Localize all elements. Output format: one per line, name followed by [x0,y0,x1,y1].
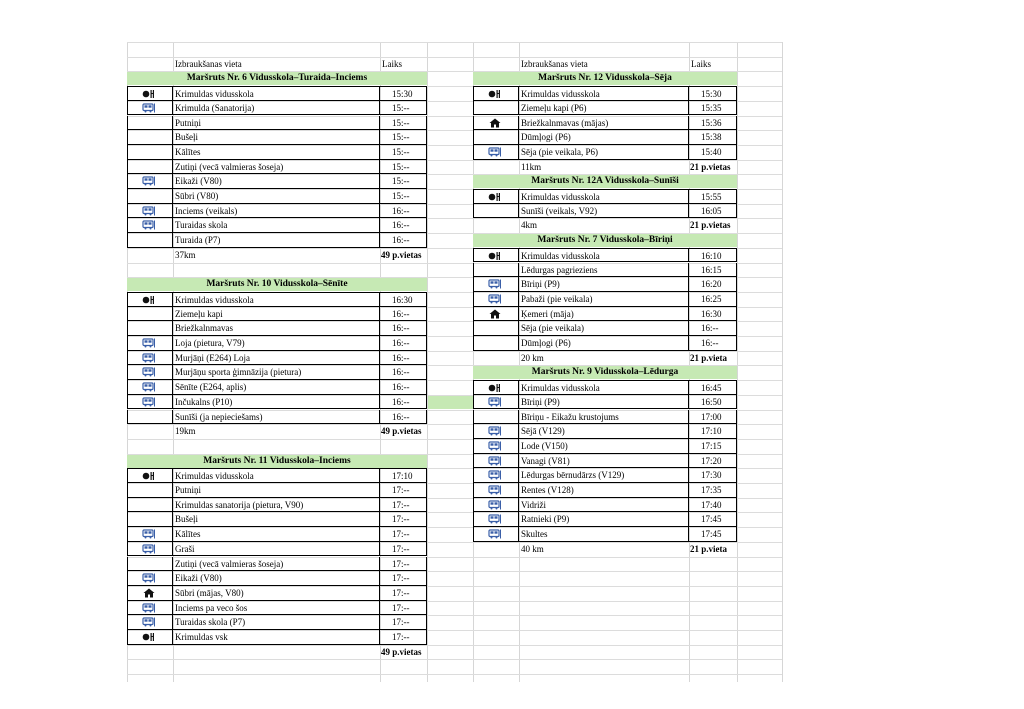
stop-place: Kālītes [173,145,380,160]
stop-icon-cell [473,307,519,322]
stop-place: Bušeļi [173,512,380,527]
stop-place: Krimulda (Sanatorija) [173,101,380,116]
stop-time: 17:10 [689,424,737,439]
stop-time: 15:35 [689,101,737,116]
stop-place: Inciems pa veco šos [173,601,380,616]
stop-time: 15:36 [689,116,737,131]
stop-icon-cell [127,174,173,189]
stop-row [0,557,1024,572]
stop-place: Zutiņi (vecā valmieras šoseja) [173,160,380,175]
stop-time: 17:-- [380,586,427,601]
stop-place: Krimuldas sanatorija (pietura, V90) [173,498,380,513]
bus-stop-icon [488,514,502,524]
bus-stop-icon [488,397,502,407]
stop-row [0,307,1024,322]
stop-icon-cell [127,557,173,572]
route-distance: 19km [175,426,196,437]
stop-icon-cell [473,410,519,425]
route-distance: 37km [175,249,196,260]
stop-time: 16:-- [689,336,737,351]
route-title: Maršruts Nr. 12 Vidusskola–Sēja [473,72,737,85]
stop-time: 16:20 [689,277,737,292]
stop-time: 17:-- [380,527,427,542]
stop-place: Graši [173,542,380,557]
route-seats: 49 p.vietas [381,249,422,260]
school-icon [488,192,502,202]
stop-place: Ratnieki (P9) [519,512,689,527]
column-header-row [0,57,1024,72]
stop-place: Zutiņi (vecā valmieras šoseja) [173,557,380,572]
stop-place: Vanagi (V81) [519,454,689,469]
stop-place: Murjāņi (E264) Loja [173,351,380,366]
stop-time: 15:-- [380,189,427,204]
stop-place: Dūmļogi (P6) [519,130,689,145]
stop-icon-cell [473,483,519,498]
stop-icon-cell [473,101,519,116]
stop-row [0,615,1024,630]
stop-place: Bīriņi (P9) [519,277,689,292]
stop-place: Krimuldas vidusskola [519,86,689,101]
stop-icon-cell [473,439,519,454]
stop-row [0,292,1024,307]
stop-row [0,101,1024,116]
stop-time: 15:30 [689,86,737,101]
stop-place: Vidriži [519,498,689,513]
stop-place: Dūmļogi (P6) [519,336,689,351]
stop-time: 16:-- [380,233,427,248]
stop-time: 16:-- [380,307,427,322]
stop-place: Krimuldas vidusskola [173,468,380,483]
house-icon [142,588,156,598]
stop-icon-cell [127,615,173,630]
stop-time: 15:40 [689,145,737,160]
stop-place: Eikaži (V80) [173,571,380,586]
route-distance: 40 km [521,543,544,554]
stop-row [0,468,1024,483]
stop-icon-cell [127,601,173,616]
stop-icon-cell [127,571,173,586]
bus-stop-icon [488,279,502,289]
stop-icon-cell [473,454,519,469]
stop-place: Turaidas skola (P7) [173,615,380,630]
stop-row [0,380,1024,395]
stop-place: Sējā (V129) [519,424,689,439]
route-summary-row [0,218,1024,233]
stop-place: Lēdurgas pagrieziens [519,263,689,278]
route-summary-row [0,351,1024,366]
stop-place: Sūbri (mājas, V80) [173,586,380,601]
route-title: Maršruts Nr. 7 Vidusskola–Bīriņi [473,234,737,247]
route-summary-row [0,645,1024,660]
stop-place: Bušeļi [173,130,380,145]
stop-place: Krimuldas vidusskola [519,380,689,395]
route-title: Maršruts Nr. 6 Vidusskola–Turaida–Inciems [127,72,427,85]
stop-place: Skultes [519,527,689,542]
stop-place: Bīriņi (P9) [519,395,689,410]
stop-icon-cell [473,292,519,307]
stop-row [0,145,1024,160]
stop-place: Murjāņu sporta ģimnāzija (pietura) [173,365,380,380]
stop-place: Ziemeļu kapi (P6) [519,101,689,116]
stop-icon-cell [473,321,519,336]
stop-row [0,86,1024,101]
stop-time: 17:-- [380,512,427,527]
stop-time: 16:-- [380,336,427,351]
stop-time: 17:-- [380,615,427,630]
stop-place: Eikaži (V80) [173,174,380,189]
stop-place: Bīriņu - Eikažu krustojums [519,410,689,425]
stop-place: Kālītes [173,527,380,542]
stop-place: Rentes (V128) [519,483,689,498]
stop-time: 15:-- [380,130,427,145]
stop-row [0,248,1024,263]
stop-place: Krimuldas vidusskola [519,189,689,204]
stop-row [0,130,1024,145]
route-seats: 21 p.vietas [690,161,731,172]
stop-icon-cell [473,263,519,278]
header-time-label: Laiks [382,58,402,69]
stop-row [0,439,1024,454]
stop-row [0,454,1024,469]
stop-row [0,321,1024,336]
bus-stop-icon [488,470,502,480]
stop-place: Krimuldas vidusskola [173,86,380,101]
stop-time: 17:30 [689,468,737,483]
stop-icon-cell [473,116,519,131]
stop-time: 17:45 [689,512,737,527]
route-distance: 20 km [521,352,544,363]
stop-time: 16:-- [380,410,427,425]
stop-place: Sunīši (veikals, V92) [519,204,689,219]
route-seats: 21 p.vietas [690,220,731,231]
stop-time: 17:-- [380,557,427,572]
stop-icon-cell [473,145,519,160]
bus-stop-icon [142,367,156,377]
bus-stop-icon [142,573,156,583]
route-distance: 11km [521,161,542,172]
header-place-label: Izbraukšanas vieta [521,58,588,69]
stop-place: Sēja (pie veikala, P6) [519,145,689,160]
stop-row [0,395,1024,410]
bus-stop-icon [142,617,156,627]
route-title: Maršruts Nr. 9 Vidusskola–Lēdurga [473,366,737,379]
stop-time: 16:-- [380,204,427,219]
stop-icon-cell [473,498,519,513]
stop-time: 16:-- [380,380,427,395]
stop-place: Loja (pietura, V79) [173,336,380,351]
stop-icon-cell [473,130,519,145]
stop-place: Turaidas skola [173,218,380,233]
stop-row [0,527,1024,542]
stop-time: 15:-- [380,101,427,116]
stop-time: 17:-- [380,498,427,513]
stop-icon-cell [473,380,519,395]
stop-icon-cell [473,189,519,204]
stop-place: Inciems (veikals) [173,204,380,219]
bus-stop-icon [488,500,502,510]
stop-icon-cell [473,336,519,351]
grid-row-line [127,674,782,675]
route-seats: 21 p.vieta [690,352,727,363]
stop-time: 15:-- [380,160,427,175]
bus-stop-icon [488,485,502,495]
stop-icon-cell [127,586,173,601]
route-summary-row [0,160,1024,175]
stop-place: Krimuldas vsk [173,630,380,645]
stop-time: 17:20 [689,454,737,469]
stop-time: 16:05 [689,204,737,219]
stop-row [0,601,1024,616]
stop-place: Sunīši (ja nepieciešams) [173,410,380,425]
stop-icon-cell [127,365,173,380]
stop-place: Sūbri (V80) [173,189,380,204]
stop-time: 16:10 [689,248,737,263]
stop-icon-cell [473,395,519,410]
route-title: Maršruts Nr. 10 Vidusskola–Sēnīte [127,278,427,291]
stop-time: 17:00 [689,410,737,425]
stop-row [0,263,1024,278]
header-place-label: Izbraukšanas vieta [175,58,242,69]
stop-row [0,189,1024,204]
stop-time: 16:-- [380,351,427,366]
route-seats: 49 p.vietas [381,646,422,657]
stop-time: 16:-- [380,395,427,410]
stop-time: 17:-- [380,571,427,586]
stop-row [0,512,1024,527]
house-icon [488,309,502,319]
stop-icon-cell [473,468,519,483]
school-icon [488,383,502,393]
stop-time: 17:-- [380,630,427,645]
stop-row [0,410,1024,425]
bus-stop-icon [142,603,156,613]
stop-time: 16:30 [689,307,737,322]
stop-time: 15:-- [380,174,427,189]
stop-place: Turaida (P7) [173,233,380,248]
stop-icon-cell [473,512,519,527]
school-icon [142,632,156,642]
bus-stop-icon [488,147,502,157]
school-icon [488,89,502,99]
stop-place: Lode (V150) [519,439,689,454]
stop-time: 16:15 [689,263,737,278]
stop-time: 17:35 [689,483,737,498]
house-icon [488,118,502,128]
stop-row [0,498,1024,513]
stop-time: 15:55 [689,189,737,204]
bus-stop-icon [488,529,502,539]
stop-icon-cell [473,424,519,439]
stop-icon-cell [473,248,519,263]
stop-time: 17:40 [689,498,737,513]
stop-time: 15:30 [380,86,427,101]
stop-icon-cell [127,630,173,645]
stop-place: Ķemeri (māja) [519,307,689,322]
stop-row [0,277,1024,292]
stop-place: Sēja (pie veikala) [519,321,689,336]
stop-time: 16:-- [689,321,737,336]
bus-stop-icon [488,456,502,466]
stop-row [0,336,1024,351]
stop-icon-cell [127,233,173,248]
stop-time: 17:15 [689,439,737,454]
stop-row [0,204,1024,219]
bus-stop-icon [488,426,502,436]
stop-place: Pabaži (pie veikala) [519,292,689,307]
stop-place: Putniņi [173,116,380,131]
grid-row-line [127,42,782,43]
route-distance [175,645,295,660]
stop-time: 16:30 [380,292,427,307]
stop-row [0,586,1024,601]
stop-place: Sēnīte (E264, aplis) [173,380,380,395]
route-summary-row [0,542,1024,557]
stop-time: 16:25 [689,292,737,307]
stop-time: 17:10 [380,468,427,483]
route-seats: 49 p.vietas [381,426,422,437]
stop-icon-cell [473,527,519,542]
bus-stop-icon [142,176,156,186]
school-icon [488,251,502,261]
stop-place: Putniņi [173,483,380,498]
stop-place: Ziemeļu kapi [173,307,380,322]
stop-row [0,630,1024,645]
stop-time: 17:-- [380,542,427,557]
stop-time: 16:-- [380,218,427,233]
stop-time: 16:45 [689,380,737,395]
stop-time: 17:-- [380,483,427,498]
stop-time: 17:45 [689,527,737,542]
route-title: Maršruts Nr. 12A Vidusskola–Sunīši [473,175,737,188]
stop-row [0,483,1024,498]
stop-row [0,424,1024,439]
stop-time: 15:-- [380,116,427,131]
stop-time: 16:-- [380,321,427,336]
stop-time: 15:-- [380,145,427,160]
stop-place: Inčukalns (P10) [173,395,380,410]
stop-icon-cell [473,86,519,101]
bus-stop-icon [488,294,502,304]
stop-icon-cell [473,204,519,219]
stop-time: 17:-- [380,601,427,616]
stop-time: 15:38 [689,130,737,145]
highlighted-cell [428,396,473,410]
stop-icon-cell [473,277,519,292]
bus-stop-icon [488,441,502,451]
route-seats: 21 p.vieta [690,543,727,554]
stop-row [0,571,1024,586]
stop-place: Briežkalnmavas [173,321,380,336]
stop-row [0,116,1024,131]
grid-row-line [127,659,782,660]
header-time-label: Laiks [691,58,711,69]
stop-place: Briežkalnmavas (mājas) [519,116,689,131]
stop-place: Lēdurgas bērnudārzs (V129) [519,468,689,483]
stop-place: Krimuldas vidusskola [173,292,380,307]
stop-time: 16:-- [380,365,427,380]
stop-place: Krimuldas vidusskola [519,248,689,263]
route-distance: 4km [521,220,538,231]
stop-time: 16:50 [689,395,737,410]
route-title: Maršruts Nr. 11 Vidusskola–Inciems [127,455,427,468]
